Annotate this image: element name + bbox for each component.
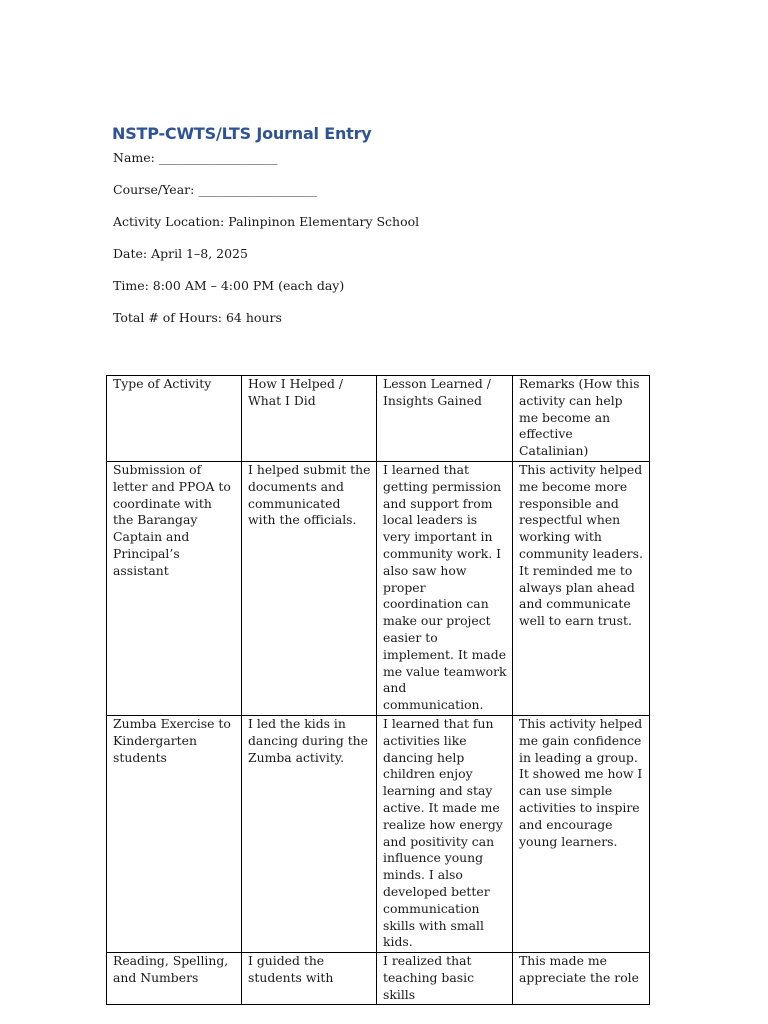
table-cell: Zumba Exercise to Kindergarten students bbox=[107, 715, 242, 952]
table-cell: Reading, Spelling, and Numbers bbox=[107, 953, 242, 1005]
table-cell: I guided the students with bbox=[242, 953, 377, 1005]
header-how-i-helped: How I Helped / What I Did bbox=[242, 376, 377, 462]
time-field: Time: 8:00 AM – 4:00 PM (each day) bbox=[113, 278, 345, 293]
table-row bbox=[107, 461, 650, 715]
table-cell: I led the kids in dancing during the Zumba activity. bbox=[242, 715, 377, 952]
journal-table bbox=[106, 375, 650, 1005]
header-type-of-activity: Type of Activity bbox=[107, 376, 242, 462]
table-cell: I realized that teaching basic skills bbox=[377, 953, 513, 1005]
header-lesson-learned: Lesson Learned / Insights Gained bbox=[377, 376, 513, 462]
table-cell: This activity helped me gain confidence in leading a group. It showed me how I can use simple activities to inspire and encourage young learners. bbox=[513, 715, 650, 952]
table-cell: I helped submit the documents and communicated with the officials. bbox=[242, 461, 377, 715]
activity-location-field: Activity Location: Palinpinon Elementary School bbox=[113, 214, 420, 229]
course-year-field: Course/Year: ___________________ bbox=[113, 182, 318, 197]
table-cell: This activity helped me become more responsible and respectful when working with community leaders. It reminded me to always plan ahead and communicate well to earn trust. bbox=[513, 461, 650, 715]
document-title: NSTP-CWTS/LTS Journal Entry bbox=[112, 124, 372, 143]
table-cell: I learned that fun activities like dancing help children enjoy learning and stay active. It made me realize how energy and positivity can influence young minds. I also developed better communication skills with small kids. bbox=[377, 715, 513, 952]
date-field: Date: April 1–8, 2025 bbox=[113, 246, 248, 261]
header-remarks: Remarks (How this activity can help me become an effective Catalinian) bbox=[513, 376, 650, 462]
table-cell: Submission of letter and PPOA to coordinate with the Barangay Captain and Principal’s assistant bbox=[107, 461, 242, 715]
table-cell: This made me appreciate the role bbox=[513, 953, 650, 1005]
table-row bbox=[107, 953, 650, 1005]
name-field: Name: ___________________ bbox=[113, 150, 278, 165]
table-header-row bbox=[107, 376, 650, 462]
table-cell: I learned that getting permission and support from local leaders is very important in community work. I also saw how proper coordination can make our project easier to implement. It made me value teamwork and communication. bbox=[377, 461, 513, 715]
table-row bbox=[107, 715, 650, 952]
total-hours-field: Total # of Hours: 64 hours bbox=[113, 310, 282, 325]
